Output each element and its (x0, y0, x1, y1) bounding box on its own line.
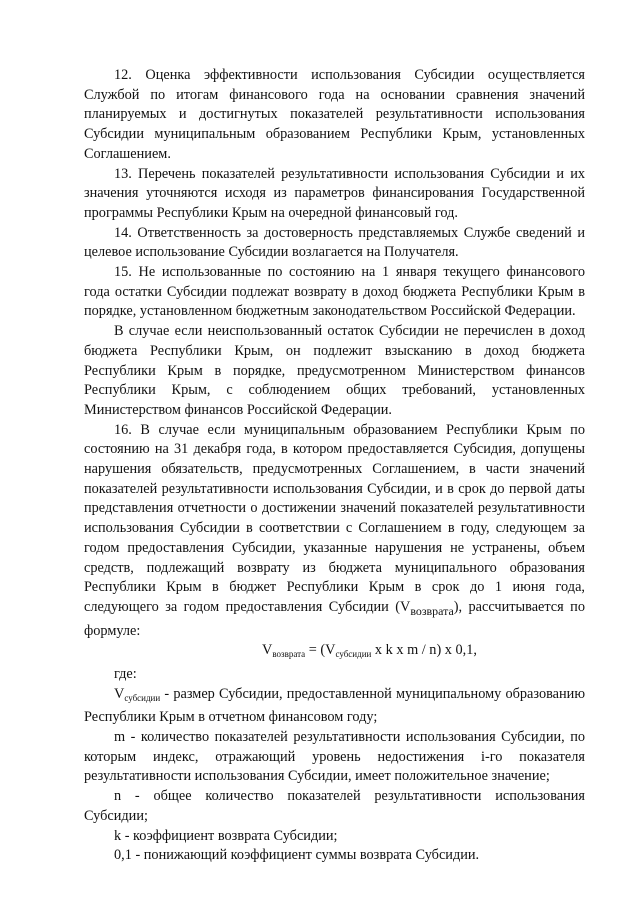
paragraph-16-subscript: возврата (410, 603, 454, 618)
paragraph-13: 13. Перечень показателей результативности использования Субсидии и их значения уточняются исходя из параметров финансирования Государственной программы Республики Крым на очередной финансовый год. (84, 165, 585, 221)
formula-middle: = (V (305, 642, 336, 659)
return-formula (84, 641, 585, 665)
definition-k: k - коэффициент возврата Субсидии; (114, 827, 338, 844)
paragraph-15: 15. Не использованные по состоянию на 1 января текущего финансового года остатки Субсидии подлежат возврату в доход бюджета Республики Крым в порядке, установленном бюджетным законодательством Российской Федерации. (84, 264, 585, 320)
paragraph-14: 14. Ответственность за достоверность представляемых Службе сведений и целевое использование Субсидии возлагается на Получателя. (84, 224, 585, 261)
formula-rest: x k x m / n) x 0,1, (371, 642, 477, 659)
formula-v-subscript: возврата (272, 649, 306, 660)
definition-v-text: - размер Субсидии, предоставленной муниципальному образованию Республики Крым в отчетном финансовом году; (84, 685, 585, 726)
definition-v-subscript: субсидии (124, 692, 161, 703)
paragraph-12: 12. Оценка эффективности использования Субсидии осуществляется Службой по итогам финансового года на основании сравнения значений планируемых и достигнутых показателей результативности использования Субсидии муниципальным образованием Республики Крым, установленных Соглашением. (84, 67, 585, 162)
formula-subsidy-subscript: субсидии (335, 649, 372, 660)
paragraph-15-continued: В случае если неиспользованный остаток Субсидии не перечислен в доход бюджета Республики Крым, он подлежит взысканию в доход бюджета Республики Крым в порядке, предусмотренном Министерством финансов Республики Крым, с соблюдением общих требований, установленных Министерством финансов Российской Федерации. (84, 323, 585, 418)
definition-n: n - общее количество показателей результативности использования Субсидии; (84, 788, 585, 824)
definition-m: m - количество показателей результативности использования Субсидии, по которым индекс, отражающий уровень недостижения i-го показателя результативности использования Субсидии, имеет положительное значение; (84, 729, 585, 785)
where-label: где: (114, 665, 137, 682)
paragraph-16-text: 16. В случае если муниципальным образованием Республики Крым по состоянию на 31 декабря года, в котором предоставляется Субсидия, допущены нарушения обязательств, предусмотренных Соглашением, в части значений показателей результативности использования Субсидии, и в срок до первой даты представления отчетности о достижении значений показателей результативности использования Субсидии в соответствии с Соглашением в году, следующем за годом предоставления Субсидии, указанные нарушения не устранены, объем средств, подлежащий возврату из бюджета муниципального образования Республики Крым в бюджет Республики Крым в срок до 1 июня года, следующего за годом предоставления Субсидии (V (84, 421, 585, 615)
document-body (84, 66, 585, 866)
definition-factor: 0,1 - понижающий коэффициент суммы возврата Субсидии. (114, 847, 480, 864)
definition-v-subsidy (84, 685, 585, 728)
formula-v: V (262, 642, 273, 659)
definition-v-symbol: V (114, 685, 125, 702)
paragraph-16 (84, 421, 585, 642)
paragraph-16-end: ), рассчитывается по формуле: (84, 598, 585, 639)
